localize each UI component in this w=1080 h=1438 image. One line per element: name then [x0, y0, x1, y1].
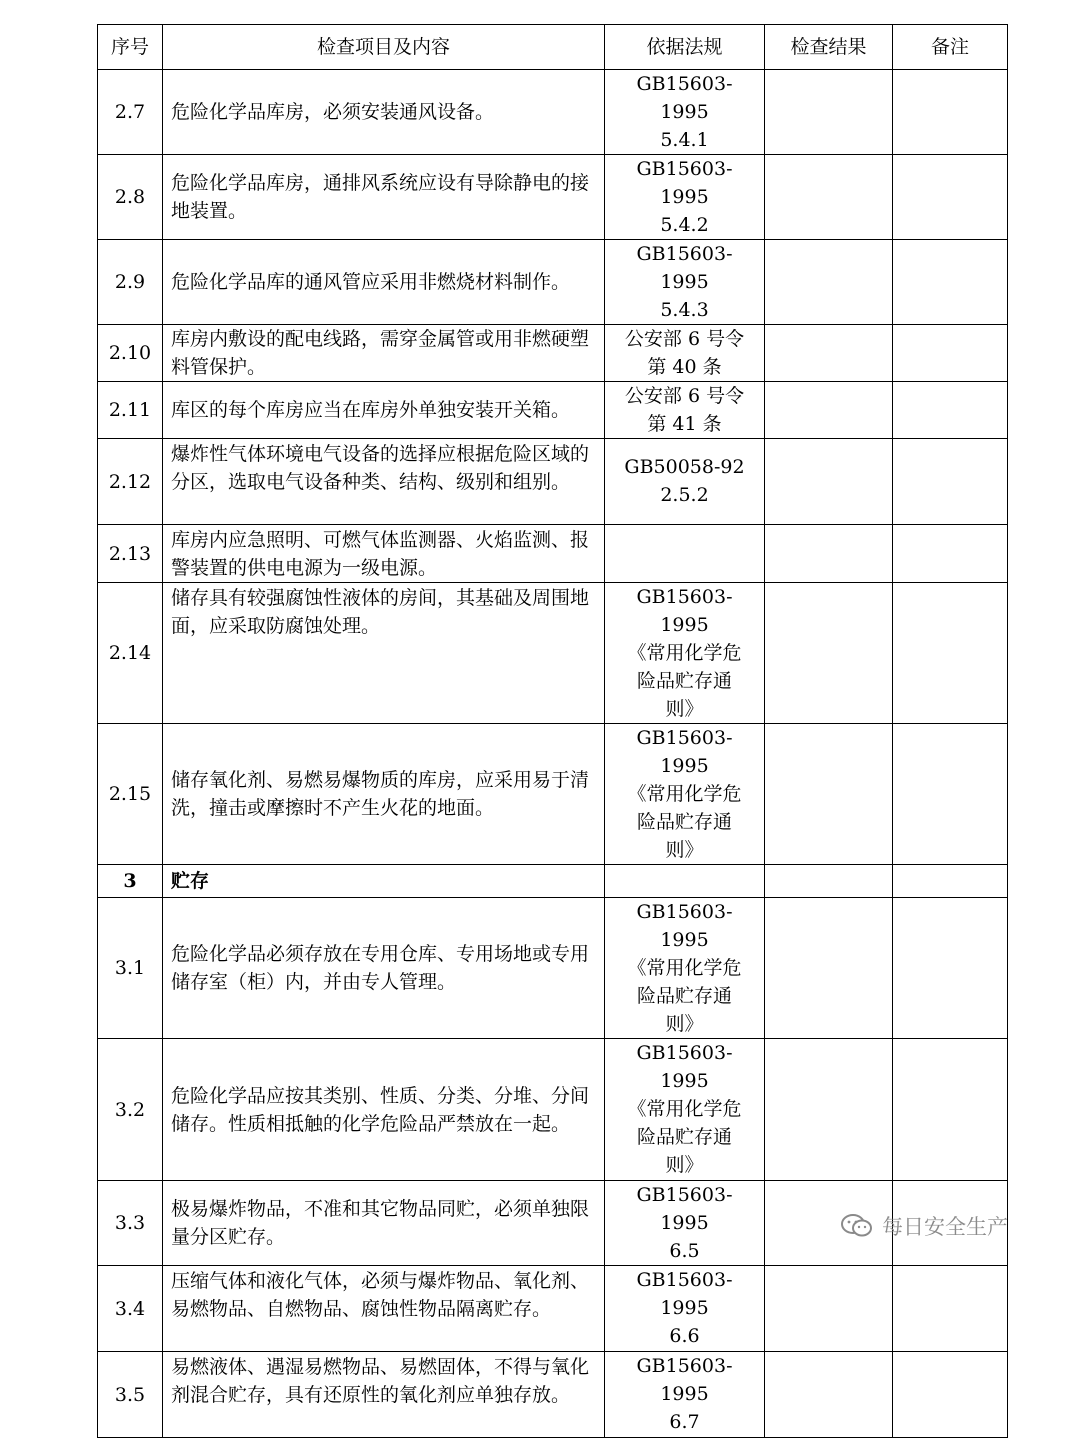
- row-number: 3: [98, 865, 163, 898]
- regulation-basis: GB15603-1995 5.4.3: [605, 240, 765, 325]
- check-item: 爆炸性气体环境电气设备的选择应根据危险区域的分区，选取电气设备种类、结构、级别和组别。: [163, 439, 605, 525]
- result-cell[interactable]: [765, 382, 893, 439]
- row-number: 2.11: [98, 382, 163, 439]
- check-item: 危险化学品库的通风管应采用非燃烧材料制作。: [163, 240, 605, 325]
- row-number: 2.12: [98, 439, 163, 525]
- result-cell[interactable]: [765, 70, 893, 155]
- regulation-basis: 公安部 6 号令 第 40 条: [605, 325, 765, 382]
- row-number: 2.10: [98, 325, 163, 382]
- regulation-basis: GB15603-1995 《常用化学危 险品贮存通 则》: [605, 724, 765, 865]
- result-cell[interactable]: [765, 155, 893, 240]
- table-row: [98, 240, 1008, 325]
- check-item: 危险化学品必须存放在专用仓库、专用场地或专用储存室（柜）内，并由专人管理。: [163, 898, 605, 1039]
- table-row: [98, 325, 1008, 382]
- check-item: 极易爆炸物品，不准和其它物品同贮，必须单独限量分区贮存。: [163, 1181, 605, 1266]
- table-row: [98, 525, 1008, 583]
- remark-cell[interactable]: [893, 583, 1008, 724]
- row-number: 3.3: [98, 1181, 163, 1266]
- remark-cell[interactable]: [893, 70, 1008, 155]
- result-cell[interactable]: [765, 1352, 893, 1438]
- table-row: [98, 155, 1008, 240]
- check-item: 库房内应急照明、可燃气体监测器、火焰监测、报警装置的供电电源为一级电源。: [163, 525, 605, 583]
- regulation-basis: 公安部 6 号令 第 41 条: [605, 382, 765, 439]
- remark-cell[interactable]: [893, 240, 1008, 325]
- section-row: [98, 865, 1008, 898]
- regulation-basis: GB15603-1995 《常用化学危 险品贮存通 则》: [605, 1039, 765, 1181]
- table-row: [98, 898, 1008, 1039]
- result-cell[interactable]: [765, 724, 893, 865]
- row-number: 2.13: [98, 525, 163, 583]
- check-item: 压缩气体和液化气体，必须与爆炸物品、氧化剂、易燃物品、自燃物品、腐蚀性物品隔离贮存。: [163, 1266, 605, 1352]
- table-row: [98, 382, 1008, 439]
- header-remark: 备注: [893, 25, 1008, 70]
- wechat-icon: [840, 1213, 874, 1239]
- table-row: [98, 1039, 1008, 1181]
- table-header-row: [98, 25, 1008, 70]
- regulation-basis: [605, 525, 765, 583]
- remark-cell[interactable]: [893, 1039, 1008, 1181]
- check-item: 库房内敷设的配电线路，需穿金属管或用非燃硬塑料管保护。: [163, 325, 605, 382]
- remark-cell[interactable]: [893, 155, 1008, 240]
- row-number: 2.9: [98, 240, 163, 325]
- regulation-basis: GB15603-1995 《常用化学危 险品贮存通 则》: [605, 583, 765, 724]
- result-cell[interactable]: [765, 583, 893, 724]
- regulation-basis: GB15603-1995 5.4.2: [605, 155, 765, 240]
- row-number: 3.5: [98, 1352, 163, 1438]
- result-cell[interactable]: [765, 865, 893, 898]
- regulation-basis: [605, 865, 765, 898]
- remark-cell[interactable]: [893, 1266, 1008, 1352]
- remark-cell[interactable]: [893, 439, 1008, 525]
- result-cell[interactable]: [765, 898, 893, 1039]
- remark-cell[interactable]: [893, 865, 1008, 898]
- check-item: 危险化学品应按其类别、性质、分类、分堆、分间储存。性质相抵触的化学危险品严禁放在一起。: [163, 1039, 605, 1181]
- header-item: 检查项目及内容: [163, 25, 605, 70]
- row-number: 2.8: [98, 155, 163, 240]
- check-item: 储存具有较强腐蚀性液体的房间，其基础及周围地面，应采取防腐蚀处理。: [163, 583, 605, 724]
- table-row: [98, 583, 1008, 724]
- result-cell[interactable]: [765, 439, 893, 525]
- table-row: [98, 724, 1008, 865]
- row-number: 2.15: [98, 724, 163, 865]
- table-row: [98, 1266, 1008, 1352]
- regulation-basis: GB15603-1995 6.6: [605, 1266, 765, 1352]
- result-cell[interactable]: [765, 1266, 893, 1352]
- remark-cell[interactable]: [893, 724, 1008, 865]
- row-number: 2.7: [98, 70, 163, 155]
- row-number: 3.4: [98, 1266, 163, 1352]
- remark-cell[interactable]: [893, 325, 1008, 382]
- row-number: 3.2: [98, 1039, 163, 1181]
- regulation-basis: GB15603-1995 6.7: [605, 1352, 765, 1438]
- remark-cell[interactable]: [893, 525, 1008, 583]
- section-title: 贮存: [163, 865, 605, 898]
- header-law: 依据法规: [605, 25, 765, 70]
- result-cell[interactable]: [765, 525, 893, 583]
- check-item: 危险化学品库房，必须安装通风设备。: [163, 70, 605, 155]
- result-cell[interactable]: [765, 325, 893, 382]
- regulation-basis: GB15603-1995 6.5: [605, 1181, 765, 1266]
- watermark: [840, 1208, 1050, 1244]
- header-result: 检查结果: [765, 25, 893, 70]
- watermark-text: 每日安全生产: [882, 1215, 1008, 1239]
- table-row: [98, 439, 1008, 525]
- remark-cell[interactable]: [893, 1352, 1008, 1438]
- table-row: [98, 1352, 1008, 1438]
- result-cell[interactable]: [765, 1039, 893, 1181]
- check-item: 库区的每个库房应当在库房外单独安装开关箱。: [163, 382, 605, 439]
- check-item: 危险化学品库房，通排风系统应设有导除静电的接地装置。: [163, 155, 605, 240]
- check-item: 储存氧化剂、易燃易爆物质的库房，应采用易于清洗，撞击或摩擦时不产生火花的地面。: [163, 724, 605, 865]
- regulation-basis: GB15603-1995 《常用化学危 险品贮存通 则》: [605, 898, 765, 1039]
- remark-cell[interactable]: [893, 382, 1008, 439]
- regulation-basis: GB15603-1995 5.4.1: [605, 70, 765, 155]
- result-cell[interactable]: [765, 240, 893, 325]
- row-number: 3.1: [98, 898, 163, 1039]
- regulation-basis: GB50058-92 2.5.2: [605, 439, 765, 525]
- check-item: 易燃液体、遇湿易燃物品、易燃固体，不得与氧化剂混合贮存，具有还原性的氧化剂应单独存放。: [163, 1352, 605, 1438]
- remark-cell[interactable]: [893, 898, 1008, 1039]
- header-seq: 序号: [98, 25, 163, 70]
- table-row: [98, 70, 1008, 155]
- row-number: 2.14: [98, 583, 163, 724]
